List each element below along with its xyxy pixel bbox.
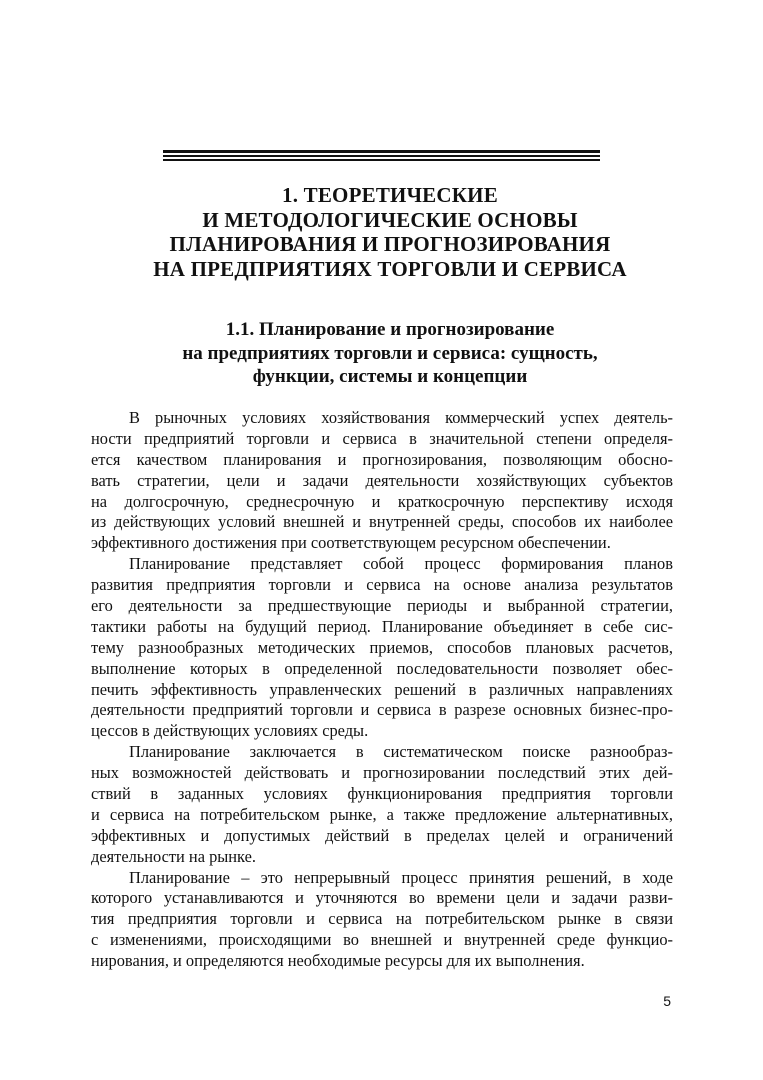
chapter-title-line: ПЛАНИРОВАНИЯ И ПРОГНОЗИРОВАНИЯ [169,232,611,256]
text-line: цессов в действующих условиях среды. [91,721,369,741]
text-line: тему разнообразных методических приемов, способов плановых расчетов, [91,637,673,657]
text-line: Планирование – это непрерывный процесс принятия решений, в ходе [129,867,673,887]
text-line: выполнение которых в определенной последовательности позволяет обес- [91,658,673,678]
text-line: ности предприятий торговли и сервиса в значительной степени определя- [91,428,673,448]
chapter-title-line: И МЕТОДОЛОГИЧЕСКИЕ ОСНОВЫ [202,207,578,232]
text-line: тия предприятия торговли и сервиса на потребительском рынке в связи [91,909,673,929]
text-line: эффективных и допустимых действий в пределах целей и ограничений [91,825,673,845]
paragraph [91,868,673,972]
header-rule-middle [163,155,600,157]
section-title-line: на предприятиях торговли и сервиса: сущность, [182,342,598,364]
text-line: которого устанавливаются и уточняются во времени цели и задачи разви- [91,888,673,908]
text-line: и сервиса на потребительском рынке, а также предложение альтернативных, [91,804,673,824]
text-line: развития предприятия торговли и сервиса на основе анализа результатов [91,575,673,595]
paragraph [91,554,673,742]
body-text [91,408,673,972]
header-rule-bottom [163,159,600,161]
text-line: В рыночных условиях хозяйствования коммерческий успех деятель- [129,408,673,427]
text-line: с изменениями, происходящими во внешней и внутренней среде функцио- [91,930,673,950]
text-line: печить эффективность управленческих решений в различных направлениях [91,679,673,699]
text-line: ствий в заданных условиях функционирования предприятия торговли [91,784,673,804]
text-line: эффективного достижения при соответствующем ресурсном обеспечении. [91,533,611,553]
chapter-title-line: НА ПРЕДПРИЯТИЯХ ТОРГОВЛИ И СЕРВИСА [153,256,627,281]
text-line: деятельности предприятий торговли и сервиса в разрезе основных бизнес-про- [91,700,673,720]
text-line: вать стратегии, цели и задачи деятельности хозяйствующих субъектов [91,470,673,490]
text-line: его деятельности за предшествующие периоды и выбранной стратегии, [91,596,673,616]
section-title-line: функции, системы и концепции [252,366,528,387]
chapter-title [90,183,690,281]
text-line: деятельности на рынке. [91,846,256,866]
text-line: из действующих условий внешней и внутренней среды, способов их наиболее [91,512,673,532]
header-rules [163,150,600,163]
text-line: Планирование представляет собой процесс формирования планов [129,554,673,574]
text-line: ется качеством планирования и прогнозирования, позволяющим обосно- [91,449,673,469]
section-title [90,318,690,389]
header-rule-top [163,150,600,153]
text-line: на долгосрочную, среднесрочную и краткосрочную перспективу исходя [91,491,673,511]
paragraph [91,408,673,554]
paragraph [91,742,673,867]
text-line: нирования, и определяются необходимые ресурсы для их выполнения. [91,951,585,971]
section-title-line: 1.1. Планирование и прогнозирование [225,319,555,340]
page-number: 5 [663,993,671,1009]
text-line: Планирование заключается в систематическом поиске разнообраз- [129,742,673,762]
text-line: тактики работы на будущий период. Планирование объединяет в себе сис- [91,616,673,636]
chapter-title-line: 1. ТЕОРЕТИЧЕСКИЕ [282,183,498,207]
text-line: ных возможностей действовать и прогнозировании последствий этих дей- [91,763,673,783]
